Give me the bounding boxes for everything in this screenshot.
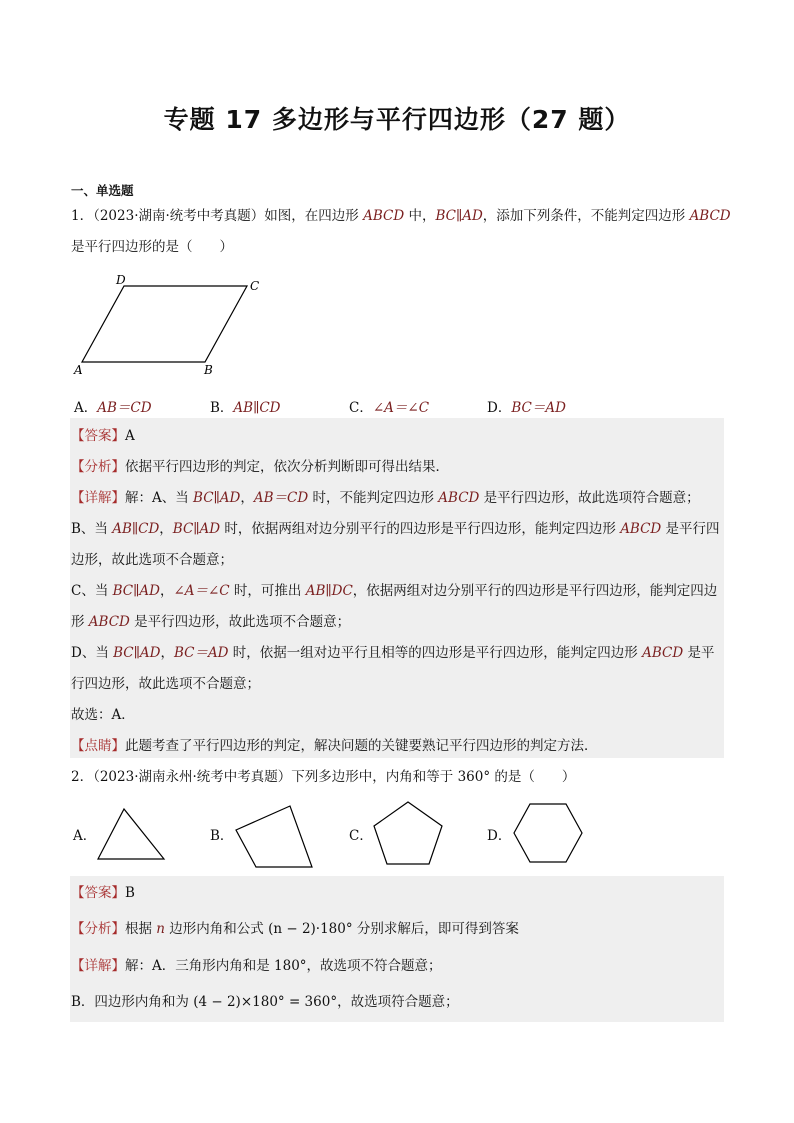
q2-option-b-label[interactable]: B． bbox=[210, 828, 234, 844]
q1-detail-line1: 【详解】解：A、当 BC∥AD，AB＝CD 时，不能判定四边形 ABCD 是平行四边形，故此选项符合题意； bbox=[71, 490, 700, 506]
q2-option-d-label[interactable]: D． bbox=[487, 828, 512, 844]
q2-option-c-label[interactable]: C． bbox=[349, 828, 373, 844]
q1-answer: 【答案】A bbox=[71, 428, 135, 444]
hexagon-icon bbox=[510, 800, 586, 866]
q1-stem-line2: 是平行四边形的是（ ） bbox=[71, 239, 233, 255]
q1-detail-line2: B、当 AB∥CD，BC∥AD 时，依据两组对边分别平行的四边形是平行四边形，能判定四边形 ABCD 是平行四 bbox=[71, 521, 720, 537]
q2-answer: 【答案】B bbox=[71, 885, 135, 901]
q1-detail-line4: C、当 BC∥AD，∠A＝∠C 时，可推出 AB∥DC，依据两组对边分别平行的四边形是平行四边形，能判定四边 bbox=[71, 583, 718, 599]
q1-option-b[interactable]: B．AB∥CD bbox=[210, 400, 281, 416]
q1-option-d[interactable]: D．BC＝AD bbox=[487, 400, 566, 416]
vertex-label-b: B bbox=[204, 363, 213, 377]
page-title: 专题 17 多边形与平行四边形（27 题） bbox=[163, 105, 631, 134]
pentagon-icon bbox=[368, 798, 448, 870]
q1-detail-line5: 形 ABCD 是平行四边形，故此选项不合题意； bbox=[71, 614, 351, 630]
q1-stem-line1: 1．（2023·湖南·统考中考真题）如图，在四边形 ABCD 中，BC∥AD，添加下列条件，不能判定四边形 ABCD bbox=[71, 208, 731, 224]
q2-stem: 2．（2023·湖南永州·统考中考真题）下列多边形中，内角和等于 360° 的是（ ） bbox=[71, 769, 576, 785]
q1-option-c[interactable]: C．∠A＝∠C bbox=[349, 400, 430, 416]
q2-detail-line2: B．四边形内角和为 (4 − 2)×180° = 360°，故选项符合题意； bbox=[71, 994, 459, 1010]
q1-detail-line7: 行四边形，故此选项不合题意； bbox=[71, 676, 260, 692]
q1-detail-line6: D、当 BC∥AD，BC＝AD 时，依据一组对边平行且相等的四边形是平行四边形，能判定四边形 ABCD 是平 bbox=[71, 645, 715, 661]
q1-analysis: 【分析】依据平行四边形的判定，依次分析判断即可得出结果． bbox=[71, 459, 449, 475]
q2-option-a-label[interactable]: A． bbox=[73, 828, 97, 844]
q1-option-a[interactable]: A．AB＝CD bbox=[74, 400, 152, 416]
section-heading: 一、单选题 bbox=[71, 183, 134, 198]
vertex-label-d: D bbox=[116, 273, 126, 287]
vertex-label-c: C bbox=[250, 279, 260, 293]
triangle-icon bbox=[92, 803, 172, 865]
q2-analysis: 【分析】根据 n 边形内角和公式 (n − 2)·180° 分别求解后，即可得到答案 bbox=[71, 921, 519, 937]
q1-detail-line3: 边形，故此选项不合题意； bbox=[71, 552, 233, 568]
parallelogram-figure bbox=[70, 272, 270, 382]
quadrilateral-icon bbox=[230, 800, 320, 870]
vertex-label-a: A bbox=[74, 363, 83, 377]
parallelogram-shape bbox=[82, 286, 247, 362]
q2-detail-line1: 【详解】解：A．三角形内角和是 180°，故选项不符合题意； bbox=[71, 958, 442, 974]
q1-comment: 【点睛】此题考查了平行四边形的判定，解决问题的关键要熟记平行四边形的判定方法． bbox=[71, 738, 598, 754]
q1-choice: 故选：A． bbox=[71, 707, 135, 723]
